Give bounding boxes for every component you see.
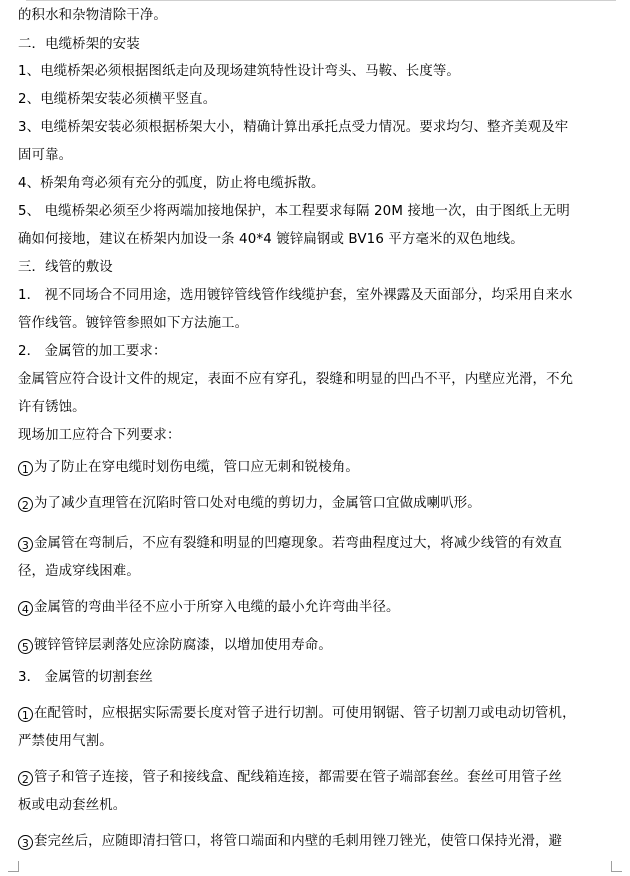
circled-number-marker: 5 [18, 639, 33, 654]
text-line [18, 36, 620, 54]
text-line [18, 495, 620, 513]
text-line [18, 427, 620, 445]
circled-number-marker: 2 [18, 497, 33, 512]
text-line [18, 599, 620, 617]
text-line-content: 径，造成穿线困难。 [18, 564, 140, 579]
text-line-content: 为了减少直理管在沉陷时管口处对电缆的剪切力，金属管口宜做成喇叭形。 [34, 496, 481, 511]
text-line [18, 733, 620, 751]
text-line [18, 175, 620, 193]
text-line-content: 严禁使用气割。 [18, 734, 113, 749]
text-line [18, 637, 620, 655]
text-line [18, 315, 620, 333]
text-line [18, 91, 620, 109]
text-line [18, 705, 620, 723]
text-line-content: 1． 视不同场合不同用途，选用镀锌管线管作线缆护套，室外裸露及天面部分，均采用自来水 [18, 288, 573, 303]
text-line-content: 套完丝后，应随即清扫管口，将管口端面和内壁的毛刺用锉刀锉光，使管口保持光滑，避 [34, 834, 563, 849]
text-line [18, 769, 620, 787]
text-line-content: 金属管应符合设计文件的规定，表面不应有穿孔，裂缝和明显的凹凸不平，内壁应光滑，不允 [18, 372, 574, 387]
text-line-content: 的积水和杂物清除干净。 [18, 8, 167, 23]
circled-number-marker: 2 [18, 771, 33, 786]
text-line [18, 535, 620, 553]
text-line-content: 2． 金属管的加工要求： [18, 344, 167, 359]
text-line [18, 371, 620, 389]
text-line-content: 3、电缆桥架安装必须根据桥架大小，精确计算出承托点受力情况。要求均匀、整齐美观及牢 [18, 120, 569, 135]
text-line-content: 3． 金属管的切割套丝 [18, 670, 153, 685]
text-line-content: 金属管的弯曲半径不应小于所穿入电缆的最小允许弯曲半径。 [34, 600, 400, 615]
text-line [18, 231, 620, 249]
circled-number-marker: 3 [18, 537, 33, 552]
top-divider [26, 0, 616, 1]
text-line-content: 管子和管子连接，管子和接线盒、配线箱连接，都需要在管子端部套丝。套丝可用管子丝 [34, 770, 563, 785]
text-line [18, 459, 620, 477]
text-line-content: 许有锈蚀。 [18, 400, 86, 415]
text-line-content: 1、电缆桥架必须根据图纸走向及现场建筑特性设计弯头、马鞍、长度等。 [18, 64, 460, 79]
text-line [18, 7, 620, 25]
circled-number-marker: 4 [18, 601, 33, 616]
crop-mark-left [8, 861, 19, 872]
text-line [18, 203, 620, 221]
text-line [18, 147, 620, 165]
text-line [18, 399, 620, 417]
text-line-content: 管作线管。镀锌管参照如下方法施工。 [18, 316, 249, 331]
text-line-content: 确如何接地，建议在桥架内加设一条 40*4 镀锌扁钢或 BV16 平方毫米的双色地线。 [18, 232, 524, 247]
text-line-content: 金属管在弯制后，不应有裂缝和明显的凹瘪现象。若弯曲程度过大，将减少线管的有效直 [34, 536, 563, 551]
text-line [18, 833, 620, 851]
circled-number-marker: 1 [18, 707, 33, 722]
text-line-content: 为了防止在穿电缆时划伤电缆，管口应无刺和锐棱角。 [34, 460, 359, 475]
text-line-content: 镀锌管锌层剥落处应涂防腐漆，以增加使用寿命。 [34, 638, 332, 653]
text-line [18, 797, 620, 815]
text-line [18, 119, 620, 137]
text-line [18, 343, 620, 361]
text-line-content: 现场加工应符合下列要求： [18, 428, 181, 443]
crop-mark-right [611, 861, 622, 872]
circled-number-marker: 3 [18, 835, 33, 850]
text-line-content: 板或电动套丝机。 [18, 798, 127, 813]
text-line [18, 563, 620, 581]
text-line [18, 669, 620, 687]
text-line [18, 63, 620, 81]
text-line-content: 二．电缆桥架的安装 [18, 37, 140, 52]
text-line-content: 2、电缆桥架安装必须横平竖直。 [18, 92, 217, 107]
text-line-content: 在配管时，应根据实际需要长度对管子进行切割。可使用钢锯、管子切割刀或电动切管机， [34, 706, 576, 721]
text-line-content: 5、 电缆桥架必须至少将两端加接地保护，本工程要求每隔 20M 接地一次，由于图纸上无明 [18, 204, 570, 219]
text-line-content: 固可靠。 [18, 148, 73, 163]
text-line-content: 三．线管的敷设 [18, 260, 113, 275]
circled-number-marker: 1 [18, 461, 33, 476]
text-line [18, 287, 620, 305]
text-line [18, 259, 620, 277]
text-line-content: 4、桥架角弯必须有充分的弧度，防止将电缆拆散。 [18, 176, 325, 191]
